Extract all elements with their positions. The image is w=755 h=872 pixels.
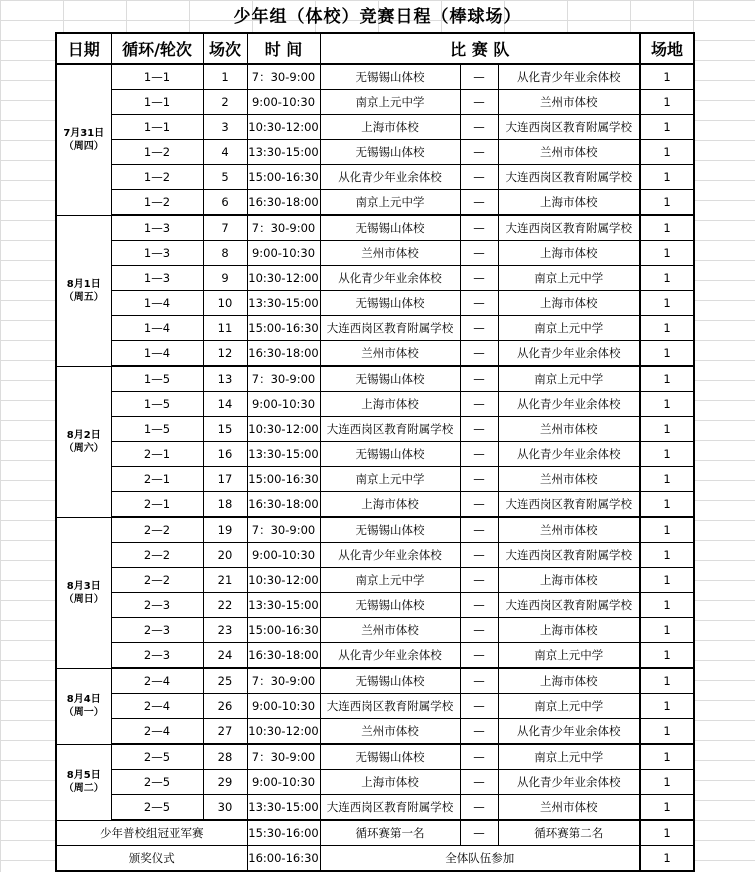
match-time: 7：30-9:00 [247,64,320,90]
team-b: 上海市体校 [498,190,640,216]
venue: 1 [640,190,694,216]
match-number: 26 [203,694,247,719]
match-time: 10:30-12:00 [247,719,320,745]
header-round: 循环/轮次 [111,33,203,64]
match-time: 16:30-18:00 [247,643,320,669]
team-b: 从化青少年业余体校 [498,64,640,90]
vs-dash: — [460,215,498,241]
table-row [56,165,694,190]
team-a: 无锡锡山体校 [320,291,460,316]
match-time: 15:00-16:30 [247,165,320,190]
team-b: 从化青少年业余体校 [498,719,640,745]
venue: 1 [640,266,694,291]
table-row [56,215,694,241]
team-b: 大连西岗区教育附属学校 [498,593,640,618]
team-b: 兰州市体校 [498,90,640,115]
vs-dash: — [460,291,498,316]
table-row [56,316,694,341]
match-time: 13:30-15:00 [247,140,320,165]
vs-dash: — [460,115,498,140]
vs-dash: — [460,190,498,216]
team-a: 大连西岗区教育附属学校 [320,316,460,341]
schedule-body [56,64,694,871]
venue: 1 [640,341,694,367]
venue: 1 [640,291,694,316]
match-round: 1—5 [111,366,203,392]
team-b: 南京上元中学 [498,266,640,291]
match-time: 13:30-15:00 [247,442,320,467]
award-venue: 1 [640,846,694,872]
match-round: 1—3 [111,215,203,241]
venue: 1 [640,115,694,140]
date-label: 7月31日 [63,127,105,139]
match-round: 1—4 [111,341,203,367]
team-b: 从化青少年业余体校 [498,392,640,417]
match-round: 1—1 [111,115,203,140]
vs-dash: — [460,341,498,367]
match-number: 1 [203,64,247,90]
match-round: 1—2 [111,140,203,165]
vs-dash: — [460,795,498,821]
table-row [56,64,694,90]
date-label: 8月2日 [66,429,101,441]
table-row [56,366,694,392]
team-b: 兰州市体校 [498,417,640,442]
team-b: 兰州市体校 [498,517,640,543]
team-b: 上海市体校 [498,568,640,593]
match-round: 2—4 [111,668,203,694]
match-time: 7：30-9:00 [247,215,320,241]
team-b: 大连西岗区教育附属学校 [498,543,640,568]
venue: 1 [640,366,694,392]
schedule-table [55,32,695,872]
venue: 1 [640,770,694,795]
table-row [56,517,694,543]
venue: 1 [640,795,694,821]
vs-dash: — [460,593,498,618]
match-round: 2—5 [111,744,203,770]
vs-dash: — [460,241,498,266]
match-number: 3 [203,115,247,140]
team-b: 南京上元中学 [498,366,640,392]
match-number: 22 [203,593,247,618]
vs-dash: — [460,492,498,518]
match-round: 2—4 [111,694,203,719]
date-label: 8月5日 [66,770,101,781]
match-time: 9:00-10:30 [247,392,320,417]
match-time: 9:00-10:30 [247,694,320,719]
match-number: 20 [203,543,247,568]
table-row [56,190,694,216]
match-time: 16:30-18:00 [247,190,320,216]
table-row [56,643,694,669]
match-round: 1—3 [111,266,203,291]
match-time: 9:00-10:30 [247,543,320,568]
vs-dash: — [460,694,498,719]
match-number: 28 [203,744,247,770]
vs-dash: — [460,744,498,770]
final-time: 15:30-16:00 [247,820,320,846]
match-number: 23 [203,618,247,643]
match-time: 13:30-15:00 [247,593,320,618]
match-number: 17 [203,467,247,492]
team-a: 无锡锡山体校 [320,593,460,618]
match-number: 2 [203,90,247,115]
match-round: 1—1 [111,90,203,115]
award-row [56,846,694,872]
vs-dash: — [460,719,498,745]
team-a: 上海市体校 [320,492,460,518]
team-a: 从化青少年业余体校 [320,543,460,568]
final-label: 少年普校组冠亚军赛 [56,820,247,846]
team-a: 南京上元中学 [320,190,460,216]
venue: 1 [640,140,694,165]
team-b: 大连西岗区教育附属学校 [498,215,640,241]
vs-dash: — [460,618,498,643]
match-time: 7：30-9:00 [247,517,320,543]
match-round: 2—5 [111,770,203,795]
match-time: 15:00-16:30 [247,618,320,643]
table-row [56,618,694,643]
match-round: 2—1 [111,492,203,518]
team-b: 大连西岗区教育附属学校 [498,115,640,140]
team-a: 大连西岗区教育附属学校 [320,694,460,719]
team-a: 上海市体校 [320,115,460,140]
venue: 1 [640,492,694,518]
match-time: 13:30-15:00 [247,291,320,316]
venue: 1 [640,568,694,593]
venue: 1 [640,64,694,90]
header-match-no: 场次 [203,33,247,64]
venue: 1 [640,593,694,618]
schedule-title: 少年组（体校）竞赛日程（棒球场） [233,7,522,27]
vs-dash: — [460,165,498,190]
team-a: 兰州市体校 [320,719,460,745]
team-b: 南京上元中学 [498,643,640,669]
weekday-label: （周日） [63,593,104,605]
vs-dash: — [460,467,498,492]
match-time: 7：30-9:00 [247,744,320,770]
vs-dash: — [460,266,498,291]
team-b: 大连西岗区教育附属学校 [498,165,640,190]
table-row [56,543,694,568]
venue: 1 [640,668,694,694]
match-number: 25 [203,668,247,694]
team-a: 大连西岗区教育附属学校 [320,795,460,821]
weekday-label: （周四） [63,140,104,152]
vs-dash: — [460,543,498,568]
table-row [56,392,694,417]
match-round: 2—3 [111,643,203,669]
match-time: 16:30-18:00 [247,492,320,518]
team-a: 南京上元中学 [320,568,460,593]
team-a: 兰州市体校 [320,341,460,367]
team-a: 从化青少年业余体校 [320,266,460,291]
venue: 1 [640,543,694,568]
venue: 1 [640,417,694,442]
header-teams: 比 赛 队 [320,33,640,64]
match-round: 1—4 [111,316,203,341]
match-round: 1—3 [111,241,203,266]
table-row [56,694,694,719]
match-number: 5 [203,165,247,190]
venue: 1 [640,694,694,719]
weekday-label: （周一） [63,707,104,718]
match-number: 12 [203,341,247,367]
team-b: 兰州市体校 [498,140,640,165]
match-round: 2—1 [111,442,203,467]
vs-dash: — [460,643,498,669]
match-round: 2—2 [111,568,203,593]
team-a: 无锡锡山体校 [320,668,460,694]
team-a: 南京上元中学 [320,467,460,492]
match-round: 1—2 [111,165,203,190]
venue: 1 [640,442,694,467]
match-round: 1—1 [111,64,203,90]
match-number: 13 [203,366,247,392]
date-cell [56,744,111,820]
venue: 1 [640,467,694,492]
final-team-b: 循环赛第二名 [498,820,640,846]
table-row [56,241,694,266]
vs-dash: — [460,568,498,593]
table-row [56,467,694,492]
vs-dash: — [460,417,498,442]
venue: 1 [640,744,694,770]
match-round: 1—4 [111,291,203,316]
table-row [56,668,694,694]
match-round: 1—5 [111,417,203,442]
match-number: 24 [203,643,247,669]
date-cell [56,366,111,517]
vs-dash: — [460,770,498,795]
team-a: 南京上元中学 [320,90,460,115]
table-row [56,719,694,745]
team-b: 从化青少年业余体校 [498,770,640,795]
final-venue: 1 [640,820,694,846]
venue: 1 [640,165,694,190]
match-round: 2—3 [111,593,203,618]
venue: 1 [640,392,694,417]
date-label: 8月1日 [66,278,101,290]
match-number: 21 [203,568,247,593]
match-round: 2—3 [111,618,203,643]
vs-dash: — [460,90,498,115]
team-b: 从化青少年业余体校 [498,341,640,367]
table-row [56,744,694,770]
team-a: 无锡锡山体校 [320,140,460,165]
award-time: 16:00-16:30 [247,846,320,872]
table-row [56,291,694,316]
match-number: 16 [203,442,247,467]
match-time: 10:30-12:00 [247,568,320,593]
team-b: 上海市体校 [498,291,640,316]
team-a: 兰州市体校 [320,618,460,643]
date-cell [56,668,111,744]
team-b: 上海市体校 [498,668,640,694]
final-team-a: 循环赛第一名 [320,820,460,846]
team-a: 无锡锡山体校 [320,215,460,241]
team-a: 上海市体校 [320,392,460,417]
team-b: 大连西岗区教育附属学校 [498,492,640,518]
match-time: 13:30-15:00 [247,795,320,821]
award-label: 颁奖仪式 [56,846,247,872]
header-date: 日期 [56,33,111,64]
venue: 1 [640,517,694,543]
team-b: 兰州市体校 [498,795,640,821]
table-row [56,492,694,518]
team-a: 无锡锡山体校 [320,517,460,543]
match-round: 1—5 [111,392,203,417]
vs-dash: — [460,316,498,341]
vs-dash: — [460,140,498,165]
match-number: 10 [203,291,247,316]
match-number: 11 [203,316,247,341]
team-b: 南京上元中学 [498,744,640,770]
date-cell [56,64,111,215]
match-round: 2—2 [111,517,203,543]
team-a: 无锡锡山体校 [320,744,460,770]
match-number: 14 [203,392,247,417]
team-a: 大连西岗区教育附属学校 [320,417,460,442]
match-round: 2—1 [111,467,203,492]
match-time: 16:30-18:00 [247,341,320,367]
team-a: 无锡锡山体校 [320,366,460,392]
team-b: 南京上元中学 [498,694,640,719]
match-time: 7：30-9:00 [247,668,320,694]
match-time: 9:00-10:30 [247,90,320,115]
match-round: 2—4 [111,719,203,745]
venue: 1 [640,316,694,341]
venue: 1 [640,241,694,266]
match-round: 2—5 [111,795,203,821]
vs-dash: — [460,668,498,694]
vs-dash: — [460,517,498,543]
table-row [56,568,694,593]
weekday-label: （周六） [63,442,104,454]
table-row [56,341,694,367]
table-row [56,593,694,618]
team-a: 从化青少年业余体校 [320,643,460,669]
match-time: 15:00-16:30 [247,467,320,492]
venue: 1 [640,618,694,643]
team-b: 上海市体校 [498,241,640,266]
weekday-label: （周五） [63,291,104,303]
venue: 1 [640,643,694,669]
match-number: 8 [203,241,247,266]
team-a: 无锡锡山体校 [320,442,460,467]
venue: 1 [640,90,694,115]
weekday-label: （周二） [63,783,104,794]
match-number: 7 [203,215,247,241]
match-number: 18 [203,492,247,518]
match-number: 30 [203,795,247,821]
table-row [56,442,694,467]
final-vs: — [460,820,498,846]
table-row [56,266,694,291]
table-row [56,90,694,115]
date-label: 8月4日 [66,694,101,705]
match-number: 29 [203,770,247,795]
match-time: 10:30-12:00 [247,417,320,442]
match-time: 10:30-12:00 [247,266,320,291]
award-teams: 全体队伍参加 [320,846,640,872]
vs-dash: — [460,392,498,417]
team-b: 上海市体校 [498,618,640,643]
venue: 1 [640,719,694,745]
date-cell [56,215,111,366]
team-a: 无锡锡山体校 [320,64,460,90]
match-number: 15 [203,417,247,442]
team-a: 兰州市体校 [320,241,460,266]
match-time: 9:00-10:30 [247,770,320,795]
header-venue: 场地 [640,33,694,64]
header-time: 时 间 [247,33,320,64]
match-round: 1—2 [111,190,203,216]
table-row [56,770,694,795]
date-label: 8月3日 [66,580,101,592]
header-row [56,33,694,64]
team-a: 上海市体校 [320,770,460,795]
final-row [56,820,694,846]
match-number: 6 [203,190,247,216]
vs-dash: — [460,366,498,392]
table-row [56,140,694,165]
table-row [56,795,694,821]
team-b: 兰州市体校 [498,467,640,492]
team-b: 南京上元中学 [498,316,640,341]
date-cell [56,517,111,668]
match-number: 27 [203,719,247,745]
table-row [56,417,694,442]
table-row [56,115,694,140]
team-a: 从化青少年业余体校 [320,165,460,190]
match-time: 7：30-9:00 [247,366,320,392]
match-round: 2—2 [111,543,203,568]
vs-dash: — [460,442,498,467]
match-time: 15:00-16:30 [247,316,320,341]
venue: 1 [640,215,694,241]
match-number: 4 [203,140,247,165]
vs-dash: — [460,64,498,90]
match-time: 9:00-10:30 [247,241,320,266]
match-number: 19 [203,517,247,543]
match-number: 9 [203,266,247,291]
team-b: 从化青少年业余体校 [498,442,640,467]
match-time: 10:30-12:00 [247,115,320,140]
